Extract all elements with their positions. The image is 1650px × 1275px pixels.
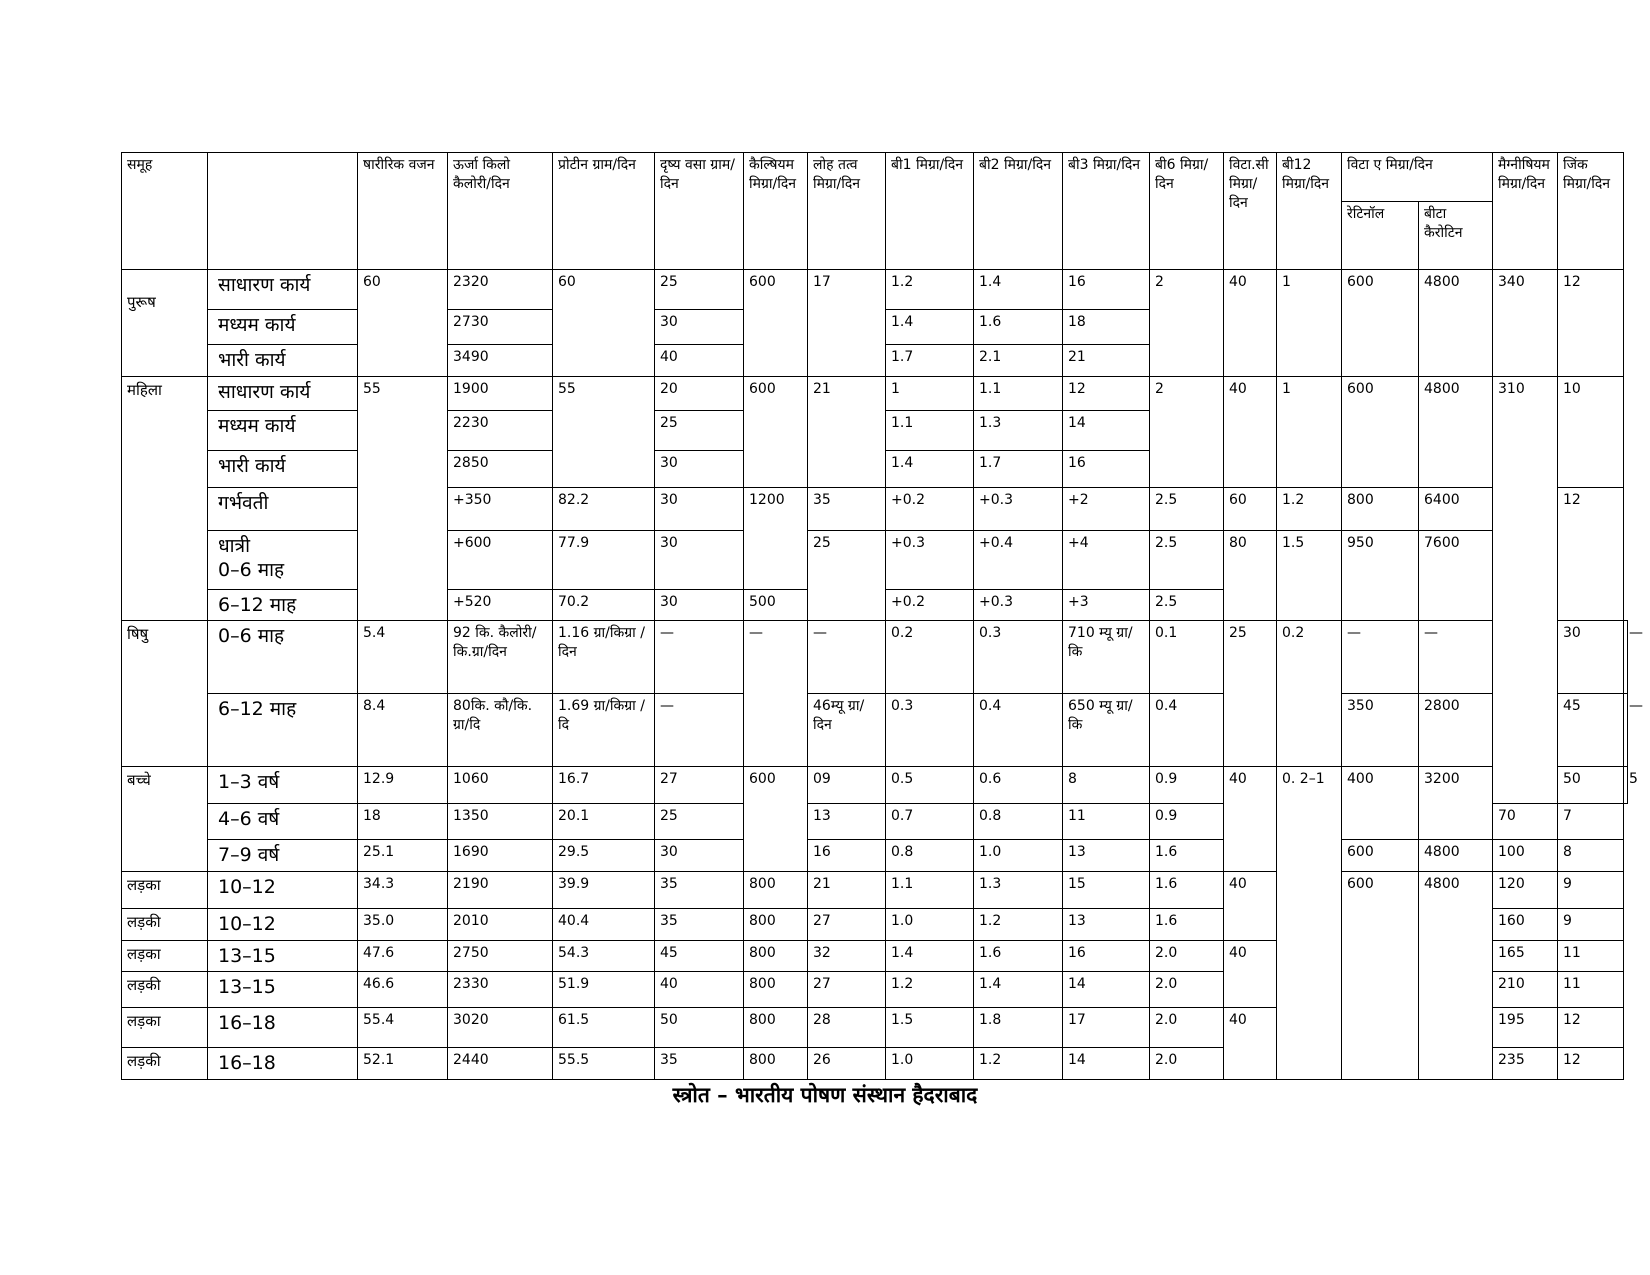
- table-cell: 40: [1224, 767, 1277, 872]
- table-cell: 600: [1342, 270, 1419, 377]
- table-cell: 20: [655, 376, 744, 410]
- table-cell: 29.5: [553, 840, 655, 872]
- table-cell: 1.1: [974, 376, 1063, 410]
- header-b2: बी2 मिग्रा/दिन: [974, 153, 1063, 270]
- table-cell: 2.5: [1150, 530, 1224, 589]
- table-cell: +3: [1063, 589, 1150, 621]
- source-caption: स्त्रोत – भारतीय पोषण संस्थान हैदराबाद: [672, 1082, 978, 1107]
- table-cell: 40: [655, 972, 744, 1008]
- category-label: 6–12 माह: [208, 694, 358, 767]
- table-cell: 25.1: [358, 840, 448, 872]
- table-row: [122, 767, 1628, 804]
- table-cell: 28: [808, 1008, 886, 1048]
- header-b1: बी1 मिग्रा/दिन: [886, 153, 974, 270]
- table-cell: 16: [1063, 270, 1150, 310]
- table-cell: 12: [1558, 487, 1624, 621]
- header-iron: लोह तत्व मिग्रा/दिन: [808, 153, 886, 270]
- table-cell: 0.5: [886, 767, 974, 804]
- table-cell: 61.5: [553, 1008, 655, 1048]
- table-cell: 800: [1342, 487, 1419, 530]
- table-cell: 8: [1558, 840, 1624, 872]
- table-cell: 800: [744, 940, 808, 972]
- table-cell: 1.4: [886, 940, 974, 972]
- table-cell: 0.6: [974, 767, 1063, 804]
- table-cell: 25: [655, 804, 744, 840]
- table-cell: 310: [1493, 376, 1558, 804]
- table-cell: 0.4: [974, 694, 1063, 767]
- table-cell: 16: [1063, 940, 1150, 972]
- table-cell: 14: [1063, 410, 1150, 450]
- table-cell: 1.2: [886, 972, 974, 1008]
- table-cell: 45: [1558, 694, 1624, 767]
- table-row: [122, 872, 1628, 909]
- table-cell: 1.16 ग्रा/किग्रा /दिन: [553, 621, 655, 694]
- table-cell: 1.5: [1277, 530, 1342, 621]
- table-cell: 25: [655, 270, 744, 310]
- table-cell: 650 म्यू ग्रा/कि: [1063, 694, 1150, 767]
- table-cell: 1200: [744, 487, 808, 589]
- table-cell: 6400: [1419, 487, 1493, 530]
- header-b6: बी6 मिग्रा/दिन: [1150, 153, 1224, 270]
- table-cell: +0.2: [886, 589, 974, 621]
- table-cell: 2010: [448, 909, 553, 941]
- header-row: [122, 153, 1628, 202]
- table-row: [122, 487, 1628, 530]
- table-cell: 39.9: [553, 872, 655, 909]
- table-cell: +600: [448, 530, 553, 589]
- table-cell: 1690: [448, 840, 553, 872]
- table-cell: +0.4: [974, 530, 1063, 589]
- nutrition-table: [121, 152, 1643, 1080]
- table-row: [122, 270, 1628, 310]
- table-cell: 1.7: [886, 345, 974, 377]
- table-cell: 25: [1224, 621, 1277, 767]
- table-cell: —: [655, 621, 744, 694]
- table-cell: 54.3: [553, 940, 655, 972]
- table-cell: 100: [1493, 840, 1558, 872]
- table-cell: 1.4: [974, 972, 1063, 1008]
- table-row: [122, 530, 1628, 589]
- category-label: 7–9 वर्ष: [208, 840, 358, 872]
- table-cell: 235: [1493, 1048, 1558, 1080]
- table-cell: 10: [1558, 376, 1624, 487]
- table-cell: —: [808, 621, 886, 694]
- table-cell: 2.0: [1150, 1008, 1224, 1048]
- group-label: बच्चे: [122, 767, 208, 872]
- table-cell: 1.2: [886, 270, 974, 310]
- table-cell: 5: [1624, 767, 1628, 804]
- table-cell: 800: [744, 1048, 808, 1080]
- table-cell: —: [1624, 621, 1628, 694]
- table-cell: 55: [358, 376, 448, 621]
- table-cell: 21: [808, 376, 886, 487]
- table-cell: 47.6: [358, 940, 448, 972]
- table-cell: 15: [1063, 872, 1150, 909]
- category-label: 1–3 वर्ष: [208, 767, 358, 804]
- table-cell: 1.0: [886, 909, 974, 941]
- table-cell: 1.69 ग्रा/किग्रा /दि: [553, 694, 655, 767]
- table-cell: 195: [1493, 1008, 1558, 1048]
- category-label: 13–15: [208, 940, 358, 972]
- category-label: 16–18: [208, 1048, 358, 1080]
- table-cell: 710 म्यू ग्रा/कि: [1063, 621, 1150, 694]
- table-cell: 600: [1342, 840, 1419, 872]
- table-cell: 50: [655, 1008, 744, 1048]
- table-cell: 26: [808, 1048, 886, 1080]
- table-cell: 7: [1558, 804, 1624, 840]
- table-cell: 52.1: [358, 1048, 448, 1080]
- table-cell: 1.6: [1150, 872, 1224, 909]
- group-label: लड़की: [122, 1048, 208, 1080]
- table-cell: +520: [448, 589, 553, 621]
- table-cell: 1.0: [974, 840, 1063, 872]
- table-cell: 2.0: [1150, 972, 1224, 1008]
- table-cell: 55.4: [358, 1008, 448, 1048]
- table-cell: 1.1: [886, 410, 974, 450]
- table-cell: 9: [1558, 872, 1624, 909]
- table-cell: 09: [808, 767, 886, 804]
- table-cell: —: [1419, 621, 1493, 694]
- table-cell: 800: [744, 1008, 808, 1048]
- table-cell: 82.2: [553, 487, 655, 530]
- table-cell: 35: [655, 909, 744, 941]
- table-cell: 340: [1493, 270, 1558, 377]
- table-cell: 40: [1224, 270, 1277, 377]
- table-cell: 3200: [1419, 767, 1493, 840]
- table-cell: +0.3: [974, 589, 1063, 621]
- table-cell: 12: [1063, 376, 1150, 410]
- table-cell: 0.4: [1150, 694, 1224, 767]
- table-cell: 16: [1063, 450, 1150, 487]
- table-cell: 92 कि. कैलोरी/कि.ग्रा/दिन: [448, 621, 553, 694]
- table-cell: 4800: [1419, 376, 1493, 487]
- table-cell: 2850: [448, 450, 553, 487]
- header-group: समूह: [122, 153, 208, 270]
- table-cell: 120: [1493, 872, 1558, 909]
- table-cell: 18: [358, 804, 448, 840]
- table-cell: 70: [1493, 804, 1558, 840]
- table-cell: 25: [655, 410, 744, 450]
- table-cell: 600: [744, 767, 808, 872]
- table-cell: —: [744, 621, 808, 767]
- table-cell: 1.6: [974, 940, 1063, 972]
- category-label: भारी कार्य: [208, 450, 358, 487]
- table-cell: +2: [1063, 487, 1150, 530]
- category-label: [208, 530, 358, 589]
- header-blank: [208, 153, 358, 270]
- table-cell: 600: [1342, 376, 1419, 487]
- table-cell: 40: [1224, 940, 1277, 1008]
- table-cell: 600: [1342, 872, 1419, 1080]
- table-row: [122, 694, 1628, 767]
- table-cell: 3020: [448, 1008, 553, 1048]
- table-cell: 34.3: [358, 872, 448, 909]
- table-cell: 1.3: [974, 410, 1063, 450]
- table-cell: 80कि. कौ/कि. ग्रा/दि: [448, 694, 553, 767]
- table-cell: 11: [1063, 804, 1150, 840]
- category-label: 16–18: [208, 1008, 358, 1048]
- table-cell: 0.2: [886, 621, 974, 694]
- table-cell: 1.2: [1277, 487, 1342, 530]
- table-cell: 1.4: [974, 270, 1063, 310]
- table-cell: 8.4: [358, 694, 448, 767]
- table-cell: 0.7: [886, 804, 974, 840]
- group-label: महिला: [122, 376, 208, 621]
- table-cell: 3490: [448, 345, 553, 377]
- table-cell: 1.6: [1150, 840, 1224, 872]
- table-cell: 40: [1224, 1008, 1277, 1080]
- table-cell: 21: [808, 872, 886, 909]
- table-cell: 30: [655, 487, 744, 530]
- table-cell: 0.3: [886, 694, 974, 767]
- table-cell: 2230: [448, 410, 553, 450]
- table-cell: 9: [1558, 909, 1624, 941]
- table-cell: 35: [655, 872, 744, 909]
- table-cell: 0.9: [1150, 804, 1224, 840]
- table-cell: 2440: [448, 1048, 553, 1080]
- table-cell: 1.4: [886, 310, 974, 345]
- table-cell: 30: [655, 840, 744, 872]
- group-label: लड़की: [122, 909, 208, 941]
- table-cell: 2.0: [1150, 940, 1224, 972]
- table-cell: 500: [744, 589, 808, 621]
- table-cell: 350: [1342, 694, 1419, 767]
- table-cell: 2320: [448, 270, 553, 310]
- category-label: 13–15: [208, 972, 358, 1008]
- table-cell: 400: [1342, 767, 1419, 840]
- table-cell: 2190: [448, 872, 553, 909]
- header-protein: प्रोटीन ग्राम/दिन: [553, 153, 655, 270]
- table-cell: 800: [744, 872, 808, 909]
- table-cell: 30: [655, 310, 744, 345]
- table-cell: 11: [1558, 940, 1624, 972]
- table-cell: 1.4: [886, 450, 974, 487]
- table-cell: —: [1624, 694, 1628, 767]
- table-cell: 0.8: [974, 804, 1063, 840]
- group-label: लड़का: [122, 940, 208, 972]
- group-label: षिषु: [122, 621, 208, 767]
- header-zinc: जिंक मिग्रा/दिन: [1558, 153, 1624, 270]
- table-cell: 0.8: [886, 840, 974, 872]
- table-cell: 60: [358, 270, 448, 377]
- table-cell: +4: [1063, 530, 1150, 589]
- table-cell: 0.1: [1150, 621, 1224, 694]
- table-cell: 17: [808, 270, 886, 377]
- table-cell: 46.6: [358, 972, 448, 1008]
- table-cell: 30: [655, 589, 744, 621]
- header-vitc: विटा.सी मिग्रा/दिन: [1224, 153, 1277, 270]
- table-cell: 40: [1224, 872, 1277, 941]
- header-b12: बी12 मिग्रा/दिन: [1277, 153, 1342, 270]
- table-cell: 60: [1224, 487, 1277, 530]
- category-label: मध्यम कार्य: [208, 410, 358, 450]
- table-cell: 20.1: [553, 804, 655, 840]
- table-cell: 2730: [448, 310, 553, 345]
- table-cell: 25: [808, 530, 886, 621]
- table-cell: 800: [744, 909, 808, 941]
- table-cell: 2: [1150, 270, 1224, 377]
- header-beta: बीटा कैरोटिन: [1419, 202, 1493, 270]
- header-magnesium: मैग्नीषियम मिग्रा/दिन: [1493, 153, 1558, 270]
- category-label: गर्भवती: [208, 487, 358, 530]
- group-label: पुरूष: [122, 270, 208, 377]
- table-cell: 0.2: [1277, 621, 1342, 767]
- category-label: मध्यम कार्य: [208, 310, 358, 345]
- category-label: भारी कार्य: [208, 345, 358, 377]
- table-cell: 17: [1063, 1008, 1150, 1048]
- group-label: लड़का: [122, 872, 208, 909]
- table-cell: 1.0: [886, 1048, 974, 1080]
- table-cell: 18: [1063, 310, 1150, 345]
- category-label: 0–6 माह: [208, 621, 358, 694]
- table-cell: 16.7: [553, 767, 655, 804]
- table-cell: 600: [744, 270, 808, 377]
- table-cell: 1: [1277, 270, 1342, 377]
- table-cell: 13: [808, 804, 886, 840]
- table-cell: 4800: [1419, 270, 1493, 377]
- table-cell: 2330: [448, 972, 553, 1008]
- category-label: 6–12 माह: [208, 589, 358, 621]
- category-label: साधारण कार्य: [208, 376, 358, 410]
- table-cell: 2.5: [1150, 589, 1224, 621]
- table-cell: 12: [1558, 270, 1624, 377]
- table-cell: 30: [1558, 621, 1624, 694]
- category-label: 10–12: [208, 872, 358, 909]
- category-label: 10–12: [208, 909, 358, 941]
- table-cell: 4800: [1419, 872, 1493, 1080]
- table-cell: 1.7: [974, 450, 1063, 487]
- table-cell: 14: [1063, 972, 1150, 1008]
- table-cell: 1.1: [886, 872, 974, 909]
- table-row: [122, 621, 1628, 694]
- table-cell: 2.1: [974, 345, 1063, 377]
- table-cell: +0.3: [974, 487, 1063, 530]
- table-cell: 2800: [1419, 694, 1493, 767]
- table-cell: +350: [448, 487, 553, 530]
- table-cell: 4800: [1419, 840, 1493, 872]
- table-cell: 1.5: [886, 1008, 974, 1048]
- table-cell: 77.9: [553, 530, 655, 589]
- table-cell: 30: [655, 450, 744, 487]
- table-cell: 1.6: [1150, 909, 1224, 941]
- table-cell: 14: [1063, 1048, 1150, 1080]
- header-vita: विटा ए मिग्रा/दिन: [1342, 153, 1493, 202]
- header-weight: षारीरिक वजन: [358, 153, 448, 270]
- table-cell: +0.2: [886, 487, 974, 530]
- table-cell: 40: [655, 345, 744, 377]
- table-cell: 2750: [448, 940, 553, 972]
- table-cell: 165: [1493, 940, 1558, 972]
- table-cell: 27: [808, 909, 886, 941]
- table-cell: —: [655, 694, 744, 767]
- table-cell: 2.0: [1150, 1048, 1224, 1080]
- table-cell: 35: [655, 1048, 744, 1080]
- table-cell: 1.6: [974, 310, 1063, 345]
- table-cell: 80: [1224, 530, 1277, 621]
- table-cell: 60: [553, 270, 655, 377]
- table-cell: —: [1342, 621, 1419, 694]
- table-cell: 50: [1558, 767, 1624, 804]
- table-cell: 0.3: [974, 621, 1063, 694]
- category-label: 4–6 वर्ष: [208, 804, 358, 840]
- table-cell: 950: [1342, 530, 1419, 621]
- header-b3: बी3 मिग्रा/दिन: [1063, 153, 1150, 270]
- header-retinol: रेटिनॉल: [1342, 202, 1419, 270]
- table-cell: 1.3: [974, 872, 1063, 909]
- table-cell: 12: [1558, 1048, 1624, 1080]
- table-cell: 40.4: [553, 909, 655, 941]
- category-label: साधारण कार्य: [208, 270, 358, 310]
- table-cell: 8: [1063, 767, 1150, 804]
- table-cell: 1.2: [974, 1048, 1063, 1080]
- group-label: लड़का: [122, 1008, 208, 1048]
- table-cell: 16: [808, 840, 886, 872]
- table-row: [122, 840, 1628, 872]
- table-cell: 1900: [448, 376, 553, 410]
- table-cell: 40: [1224, 376, 1277, 487]
- table-cell: 1060: [448, 767, 553, 804]
- table-cell: 55.5: [553, 1048, 655, 1080]
- table-cell: 27: [808, 972, 886, 1008]
- table-cell: 1: [1277, 376, 1342, 487]
- table-cell: 51.9: [553, 972, 655, 1008]
- table-cell: 21: [1063, 345, 1150, 377]
- table-cell: 30: [655, 530, 744, 589]
- table-cell: 1.8: [974, 1008, 1063, 1048]
- table-cell: 35: [808, 487, 886, 530]
- header-calcium: कैल्षियम मिग्रा/दिन: [744, 153, 808, 270]
- lactating-age: 0–6 माह: [218, 559, 285, 582]
- table-row: [122, 376, 1628, 410]
- table-cell: 11: [1558, 972, 1624, 1008]
- table-cell: 55: [553, 376, 655, 487]
- table-cell: 0.9: [1150, 767, 1224, 804]
- header-fat: दृष्य वसा ग्राम/दिन: [655, 153, 744, 270]
- table-cell: 70.2: [553, 589, 655, 621]
- table-cell: 1350: [448, 804, 553, 840]
- table-cell: 12.9: [358, 767, 448, 804]
- table-cell: 32: [808, 940, 886, 972]
- header-energy: ऊर्जा किलो कैलोरी/दिन: [448, 153, 553, 270]
- group-label: लड़की: [122, 972, 208, 1008]
- table-cell: 2.5: [1150, 487, 1224, 530]
- table-cell: 1.2: [974, 909, 1063, 941]
- table-cell: 2: [1150, 376, 1224, 487]
- table-cell: 46म्यू ग्रा/दिन: [808, 694, 886, 767]
- table-cell: 800: [744, 972, 808, 1008]
- table-cell: 160: [1493, 909, 1558, 941]
- table-cell: 5.4: [358, 621, 448, 694]
- table-cell: 27: [655, 767, 744, 804]
- table-cell: 13: [1063, 840, 1150, 872]
- table-cell: 210: [1493, 972, 1558, 1008]
- table-cell: 600: [744, 376, 808, 487]
- lactating-label: धात्री: [218, 534, 251, 557]
- table-cell: 0. 2–1: [1277, 767, 1342, 1080]
- table-cell: 7600: [1419, 530, 1493, 621]
- table-cell: +0.3: [886, 530, 974, 589]
- table-cell: 35.0: [358, 909, 448, 941]
- table-cell: 45: [655, 940, 744, 972]
- table-cell: 1: [886, 376, 974, 410]
- table-cell: 12: [1558, 1008, 1624, 1048]
- table-cell: 13: [1063, 909, 1150, 941]
